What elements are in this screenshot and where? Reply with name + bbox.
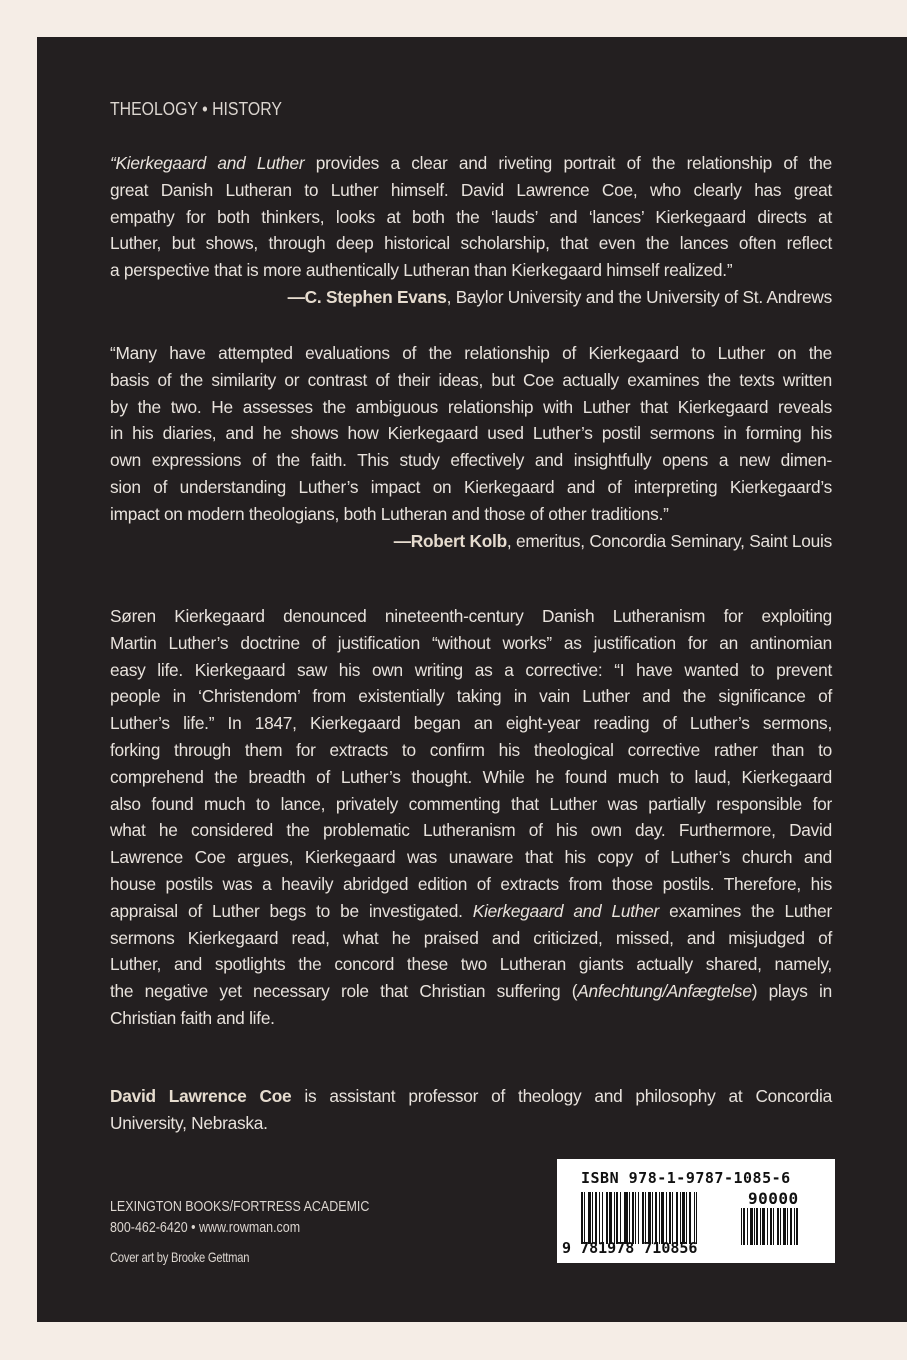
quote-line: impact on modern theologians, both Lutheran and those of other traditions.” xyxy=(110,503,669,524)
quote-line: empathy for both thinkers, looks at both the ‘lauds’ and ‘lances’ Kierkegaard directs at xyxy=(110,206,832,227)
description-line: Luther, and spotlights the concord these two Lutheran giants actually shared, namely, xyxy=(110,954,832,975)
back-cover-panel xyxy=(37,37,907,1322)
quote-line: a perspective that is more authentically Lutheran than Kierkegaard himself realized.” xyxy=(110,260,733,281)
description-line: Martin Luther’s doctrine of justification “without works” as justification for an antinomian xyxy=(110,632,832,653)
publisher-name: LEXINGTON BOOKS/FORTRESS ACADEMIC xyxy=(110,1199,370,1215)
description-line: forking through them for extracts to confirm his theological corrective rather than to xyxy=(110,739,832,760)
endorser-name: —C. Stephen Evans xyxy=(287,286,447,307)
quote-line: “Many have attempted evaluations of the relationship of Kierkegaard to Luther on the xyxy=(110,343,832,363)
publisher-info xyxy=(110,1197,369,1239)
endorser-affiliation: , emeritus, Concordia Seminary, Saint Louis xyxy=(506,530,832,551)
addon-barcode-bars xyxy=(741,1208,823,1245)
ean-barcode-bars xyxy=(581,1192,730,1244)
ean-digits: 9 781978 710856 xyxy=(562,1239,698,1257)
description-line: Søren Kierkegaard denounced nineteenth-century Danish Lutheranism for exploiting xyxy=(110,606,832,626)
quote-line: in his diaries, and he shows how Kierkegaard used Luther’s postil sermons in forming his xyxy=(110,423,832,444)
book-description xyxy=(110,603,832,1032)
author-name: David Lawrence Coe xyxy=(110,1086,292,1106)
description-line: Christian faith and life. xyxy=(110,1007,275,1028)
description-line: easy life. Kierkegaard saw his own writing as a corrective: “I have wanted to prevent xyxy=(110,659,832,680)
isbn-barcode xyxy=(557,1159,835,1263)
quote-line: by the two. He assesses the ambiguous relationship with Luther that Kierkegaard reveals xyxy=(110,396,832,417)
description-line: sermons Kierkegaard read, what he praised and criticized, missed, and misjudged of xyxy=(110,927,832,948)
description-line: the negative yet necessary role that Christian suffering (Anfechtung/Anfægtelse) plays in xyxy=(110,981,832,1002)
endorser-name: —Robert Kolb xyxy=(393,530,507,551)
author-bio xyxy=(110,1083,832,1137)
bio-line: University, Nebraska. xyxy=(110,1112,268,1133)
description-line: house postils was a heavily abridged edition of extracts from those postils. Therefore, his xyxy=(110,873,832,894)
endorser-affiliation: , Baylor University and the University of St. Andrews xyxy=(446,286,832,307)
price-addon-digits: 90000 xyxy=(748,1189,799,1208)
description-line: what he considered the problematic Lutheranism of his own day. Furthermore, David xyxy=(110,820,832,841)
quote-line: great Danish Lutheran to Luther himself. David Lawrence Coe, who clearly has great xyxy=(110,179,832,200)
endorsement-quote-2 xyxy=(110,340,832,554)
description-line: appraisal of Luther begs to be investigated. Kierkegaard and Luther examines the Luther xyxy=(110,900,832,921)
quote-line: sion of understanding Luther’s impact on Kierkegaard and of interpreting Kierkegaard’s xyxy=(110,476,832,497)
quote-attribution xyxy=(110,528,832,555)
quote-line: own expressions of the faith. This study effectively and insightfully opens a new dimen- xyxy=(110,450,832,471)
description-line: also found much to lance, privately commenting that Luther was partially responsible for xyxy=(110,793,832,814)
quote-line: Luther, but shows, through deep historical scholarship, that even the lances often reflect xyxy=(110,233,832,254)
cover-art-credit: Cover art by Brooke Gettman xyxy=(110,1249,250,1265)
description-line: comprehend the breadth of Luther’s thought. While he found much to laud, Kierkegaard xyxy=(110,766,832,787)
quote-attribution xyxy=(110,284,832,311)
description-line: Lawrence Coe argues, Kierkegaard was unaware that his copy of Luther’s church and xyxy=(110,847,832,868)
quote-line: basis of the similarity or contrast of their ideas, but Coe actually examines the texts written xyxy=(110,369,832,390)
description-line: people in ‘Christendom’ from existentially taking in vain Luther and the significance of xyxy=(110,686,832,707)
bio-line: David Lawrence Coe is assistant professor of theology and philosophy at Concordia xyxy=(110,1086,832,1106)
quote-line: “Kierkegaard and Luther provides a clear and riveting portrait of the relationship of the xyxy=(110,153,833,173)
endorsement-quote-1 xyxy=(110,150,832,311)
description-line: Luther’s life.” In 1847, Kierkegaard began an eight-year reading of Luther’s sermons, xyxy=(110,713,832,734)
publisher-contact: 800-462-6420 • www.rowman.com xyxy=(110,1220,301,1236)
category-label: THEOLOGY • HISTORY xyxy=(110,99,282,119)
isbn-label: ISBN 978-1-9787-1085-6 xyxy=(581,1169,791,1187)
